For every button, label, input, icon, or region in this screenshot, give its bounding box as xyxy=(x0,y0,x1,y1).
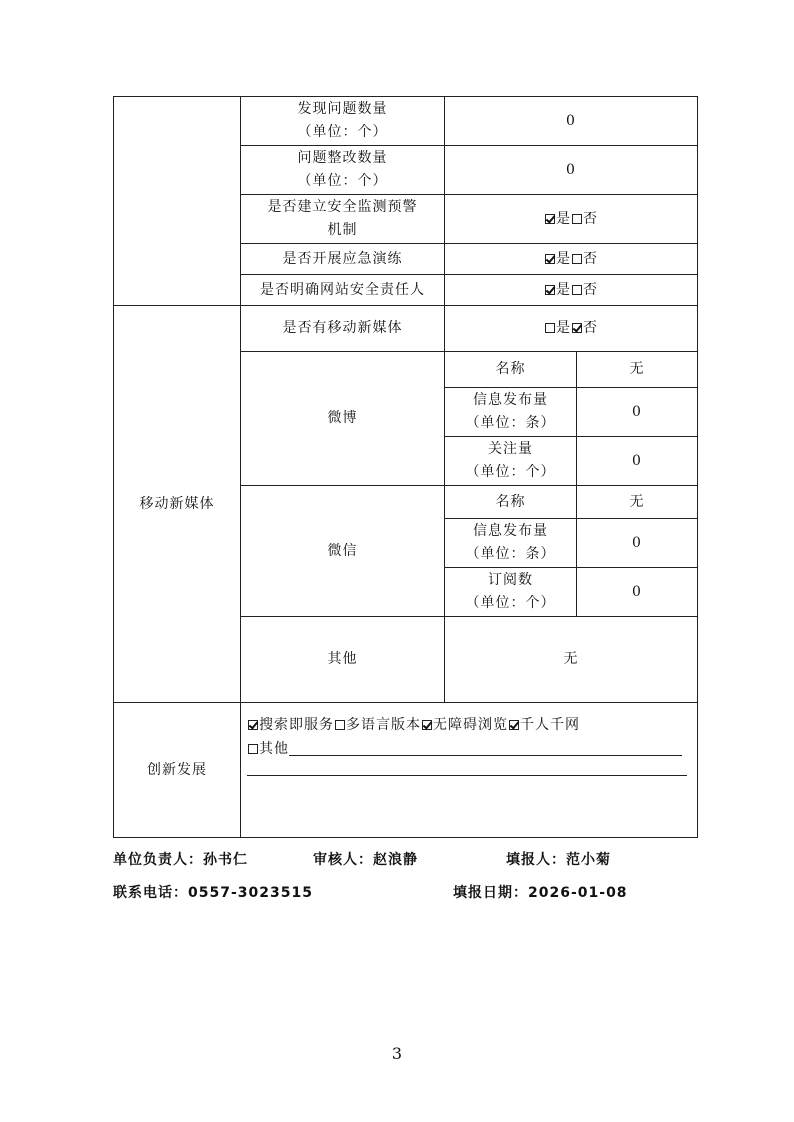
security-section-cell xyxy=(114,97,241,306)
innovation-options-row: 搜索即服务 多语言版本 无障碍浏览 千人千网 xyxy=(247,713,691,737)
checkbox-empty-icon[interactable] xyxy=(545,323,555,333)
weibo-name-label: 名称 xyxy=(445,352,577,388)
reviewer-text: 审核人：赵浪静 xyxy=(313,852,418,868)
filler-text: 填报人：范小菊 xyxy=(506,852,611,868)
weibo-posts-label: 信息发布量 （单位：条） xyxy=(445,388,577,437)
found-issues-label: 发现问题数量 （单位：个） xyxy=(241,97,445,146)
wechat-name-label: 名称 xyxy=(445,486,577,519)
monitoring-value: 是 否 xyxy=(445,195,698,244)
has-mobile-value: 是 否 xyxy=(445,306,698,352)
innovation-section-label: 创新发展 xyxy=(114,703,241,838)
wechat-sub-label: 订阅数 （单位：个） xyxy=(445,568,577,617)
fixed-issues-label: 问题整改数量 （单位：个） xyxy=(241,146,445,195)
drill-value: 是 否 xyxy=(445,244,698,275)
checkbox-checked-icon[interactable] xyxy=(572,323,582,333)
drill-label: 是否开展应急演练 xyxy=(241,244,445,275)
responsible-person-value: 是 否 xyxy=(445,275,698,306)
checkbox-checked-icon[interactable] xyxy=(509,720,519,730)
checkbox-empty-icon[interactable] xyxy=(572,285,582,295)
weibo-label: 微博 xyxy=(241,352,445,486)
monitoring-label: 是否建立安全监测预警 机制 xyxy=(241,195,445,244)
page-number: 3 xyxy=(391,1044,403,1063)
checkbox-checked-icon[interactable] xyxy=(545,254,555,264)
footer-contact xyxy=(113,882,628,902)
checkbox-empty-icon[interactable] xyxy=(572,214,582,224)
fixed-issues-value: 0 xyxy=(445,146,698,195)
weibo-follow-label: 关注量 （单位：个） xyxy=(445,437,577,486)
weibo-follow-value: 0 xyxy=(577,437,698,486)
footer-signatures xyxy=(113,849,611,869)
weibo-posts-value: 0 xyxy=(577,388,698,437)
found-issues-value: 0 xyxy=(445,97,698,146)
other-media-label: 其他 xyxy=(241,617,445,703)
mobile-section-label: 移动新媒体 xyxy=(114,306,241,703)
wechat-posts-value: 0 xyxy=(577,519,698,568)
innovation-other-row: 其他 xyxy=(247,737,691,761)
checkbox-checked-icon[interactable] xyxy=(545,214,555,224)
phone-text: 联系电话：0557-3023515 xyxy=(113,885,313,901)
checkbox-empty-icon[interactable] xyxy=(572,254,582,264)
checkbox-checked-icon[interactable] xyxy=(422,720,432,730)
wechat-label: 微信 xyxy=(241,486,445,617)
checkbox-empty-icon[interactable] xyxy=(248,744,258,754)
date-text: 填报日期：2026-01-08 xyxy=(453,885,628,901)
checkbox-checked-icon[interactable] xyxy=(248,720,258,730)
responsible-text: 单位负责人：孙书仁 xyxy=(113,852,248,868)
wechat-posts-label: 信息发布量 （单位：条） xyxy=(445,519,577,568)
has-mobile-label: 是否有移动新媒体 xyxy=(241,306,445,352)
checkbox-empty-icon[interactable] xyxy=(335,720,345,730)
weibo-name-value: 无 xyxy=(577,352,698,388)
responsible-person-label: 是否明确网站安全责任人 xyxy=(241,275,445,306)
extra-fill-line[interactable] xyxy=(247,761,687,776)
report-table xyxy=(113,96,698,838)
wechat-sub-value: 0 xyxy=(577,568,698,617)
other-media-value: 无 xyxy=(445,617,698,703)
checkbox-checked-icon[interactable] xyxy=(545,285,555,295)
other-fill-line[interactable] xyxy=(289,739,682,756)
innovation-options xyxy=(241,703,698,838)
wechat-name-value: 无 xyxy=(577,486,698,519)
